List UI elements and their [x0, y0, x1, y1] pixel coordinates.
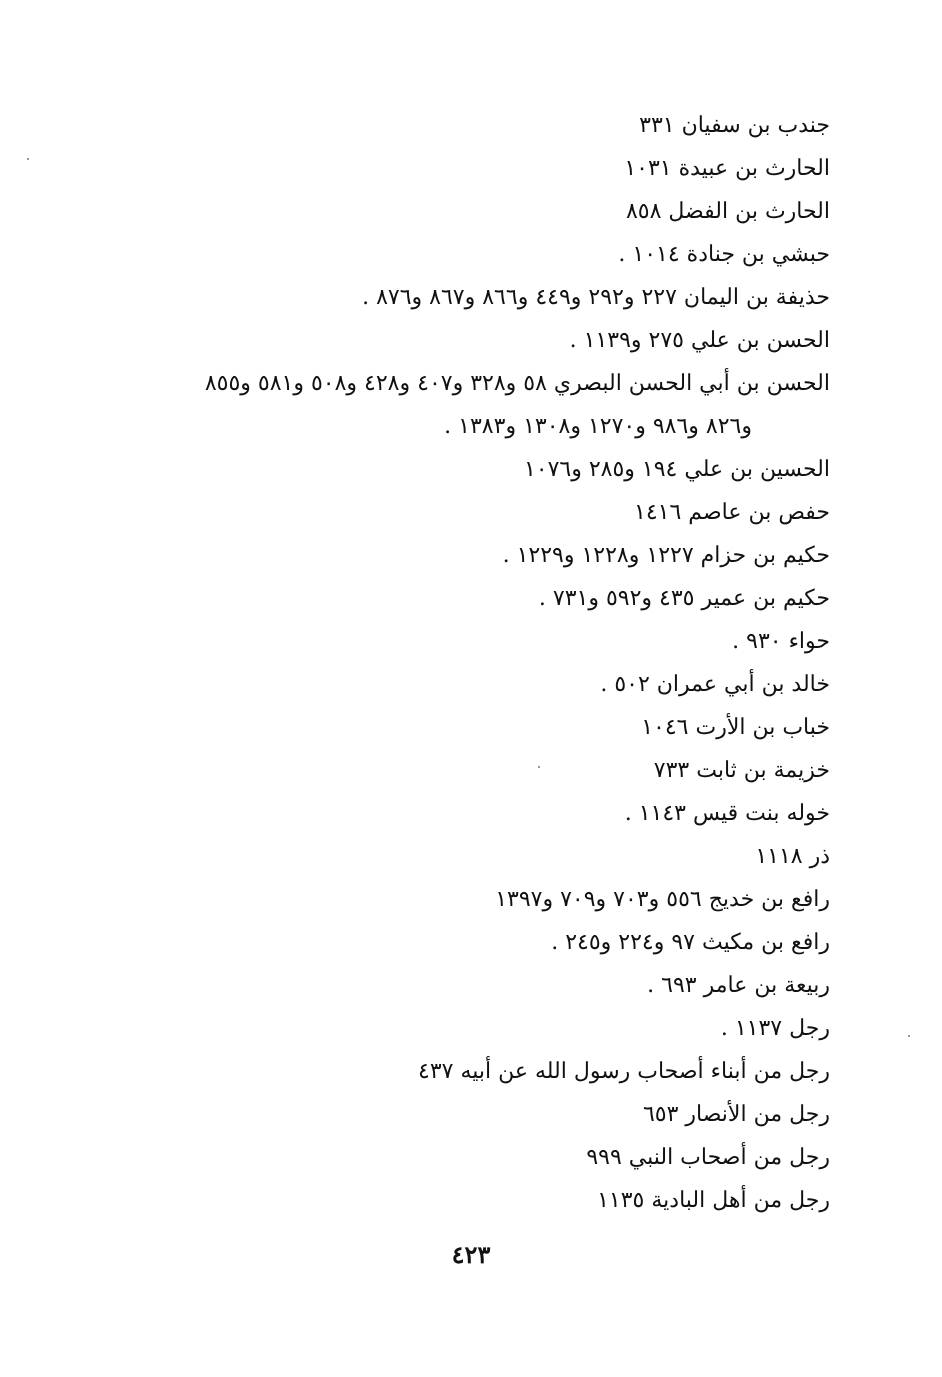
- index-entry: الحارث بن الفضل ٨٥٨: [625, 199, 830, 224]
- index-entry: الحسن بن علي ٢٧٥ و١١٣٩ .: [569, 328, 830, 353]
- index-entry: جندب بن سفيان ٣٣١: [639, 113, 830, 138]
- continuation-text: و٨٢٦ و٩٨٦ و١٢٧٠ و١٣٠٨ و١٣٨٣ .: [444, 414, 752, 439]
- index-entry: ربيعة بن عامر ٦٩٣ .: [647, 973, 830, 998]
- index-entry: رجل ١١٣٧ .: [720, 1016, 830, 1041]
- index-entry: حبشي بن جنادة ١٠١٤ .: [618, 242, 830, 267]
- index-entry: رجل من الأنصار ٦٥٣: [642, 1102, 830, 1127]
- index-entry: حواء ٩٣٠ .: [732, 629, 830, 654]
- index-entry: حكيم بن عمير ٤٣٥ و٥٩٢ و٧٣١ .: [538, 586, 830, 611]
- index-entry: رجل من أهل البادية ١١٣٥: [597, 1188, 830, 1213]
- scan-speck: [908, 1035, 910, 1037]
- page-number: ٤٢٣: [451, 1240, 491, 1269]
- index-entry: خوله بنت قيس ١١٤٣ .: [624, 801, 830, 826]
- index-entry: خالد بن أبي عمران ٥٠٢ .: [600, 672, 830, 697]
- index-entry: حكيم بن حزام ١٢٢٧ و١٢٢٨ و١٢٢٩ .: [502, 543, 830, 568]
- index-entry: رافع بن خديج ٥٥٦ و٧٠٣ و٧٠٩ و١٣٩٧: [495, 887, 830, 912]
- index-entry: خزيمة بن ثابت ٧٣٣: [653, 758, 830, 783]
- index-entry: الحسن بن أبي الحسن البصري ٥٨ و٣٢٨ و٤٠٧ و٤٢٨ و٥٠٨ و٥٨١ و٨٥٥: [204, 371, 830, 396]
- index-entry: الحارث بن عبيدة ١٠٣١: [624, 156, 830, 181]
- scan-speck: [538, 766, 540, 768]
- scan-speck: [27, 158, 29, 160]
- index-entry: رجل من أصحاب النبي ٩٩٩: [586, 1145, 830, 1170]
- index-entry: حذيفة بن اليمان ٢٢٧ و٢٩٢ و٤٤٩ و٨٦٦ و٨٦٧ و٨٧٦ .: [362, 285, 830, 310]
- index-entry: رافع بن مكيث ٩٧ و٢٢٤ و٢٤٥ .: [551, 930, 830, 955]
- name-index-list: [130, 104, 830, 1222]
- index-entry-continuation: [130, 405, 830, 448]
- index-entry: خباب بن الأرت ١٠٤٦: [641, 715, 830, 740]
- index-entry: رجل من أبناء أصحاب رسول الله عن أبيه ٤٣٧: [418, 1059, 830, 1084]
- index-entry: الحسين بن علي ١٩٤ و٢٨٥ و١٠٧٦: [523, 457, 830, 482]
- index-entry: حفص بن عاصم ١٤١٦: [634, 500, 830, 525]
- index-entry: ذر ١١١٨: [755, 844, 830, 869]
